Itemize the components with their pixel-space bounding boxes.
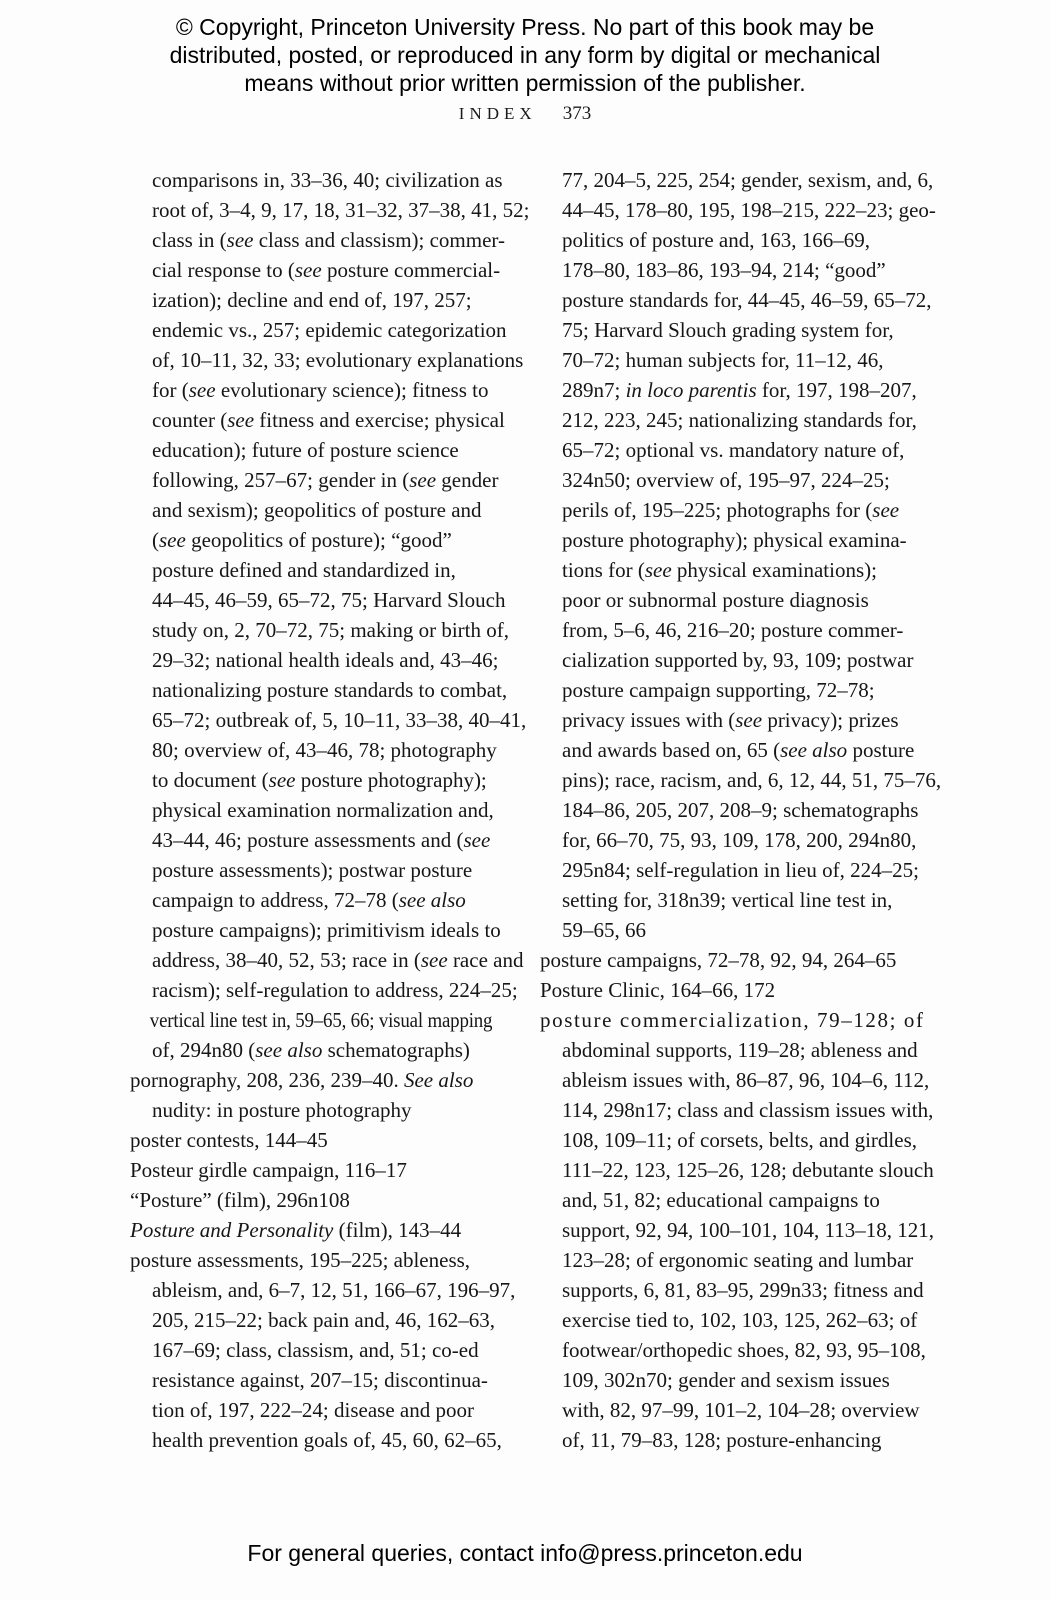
index-line-continuation: posture campaign supporting, 72–78; <box>562 678 875 702</box>
index-line-continuation: of, 294n80 (see also schematographs) <box>152 1038 470 1062</box>
index-line-continuation: campaign to address, 72–78 (see also <box>152 888 466 912</box>
index-line-continuation: nudity: in posture photography <box>152 1098 412 1122</box>
index-line-continuation: 212, 223, 245; nationalizing standards for, <box>562 408 917 432</box>
index-entry: posture campaigns, 72–78, 92, 94, 264–65 <box>540 948 897 972</box>
index-column-left <box>130 165 530 1455</box>
index-line-continuation: health prevention goals of, 45, 60, 62–65, <box>152 1428 502 1452</box>
index-line-continuation: 205, 215–22; back pain and, 46, 162–63, <box>152 1308 495 1332</box>
index-line-continuation: from, 5–6, 46, 216–20; posture commer- <box>562 618 904 642</box>
index-line-continuation: 29–32; national health ideals and, 43–46; <box>152 648 499 672</box>
index-line-continuation: cial response to (see posture commercial- <box>152 258 501 282</box>
index-line-continuation: posture defined and standardized in, <box>152 558 456 582</box>
index-line-continuation: 65–72; outbreak of, 5, 10–11, 33–38, 40–41, <box>152 708 527 732</box>
index-line-continuation: tions for (see physical examinations); <box>562 558 877 582</box>
copyright-notice <box>0 0 1050 97</box>
index-line-continuation: cialization supported by, 93, 109; postwar <box>562 648 914 672</box>
index-line-continuation: posture campaigns); primitivism ideals to <box>152 918 501 942</box>
index-body <box>130 165 942 1455</box>
index-line-continuation: for, 66–70, 75, 93, 109, 178, 200, 294n80, <box>562 828 917 852</box>
index-line-continuation: address, 38–40, 52, 53; race in (see race and <box>152 948 524 972</box>
copyright-line-1: © Copyright, Princeton University Press. No part of this book may be <box>175 14 875 40</box>
running-head-label: INDEX <box>458 104 537 123</box>
index-entry: posture assessments, 195–225; ableness, <box>130 1248 471 1272</box>
index-line-continuation: for (see evolutionary science); fitness to <box>152 378 489 402</box>
index-line-continuation: 44–45, 178–80, 195, 198–215, 222–23; geo- <box>562 198 936 222</box>
index-line-continuation: (see geopolitics of posture); “good” <box>152 528 452 552</box>
index-line-continuation: physical examination normalization and, <box>152 798 494 822</box>
index-line-continuation: comparisons in, 33–36, 40; civilization as <box>152 168 503 192</box>
index-line-continuation: tion of, 197, 222–24; disease and poor <box>152 1398 474 1422</box>
index-line-continuation: 289n7; in loco parentis for, 197, 198–207, <box>562 378 917 402</box>
index-line-continuation: counter (see fitness and exercise; physical <box>152 408 505 432</box>
index-line-continuation: 80; overview of, 43–46, 78; photography <box>152 738 497 762</box>
index-line-continuation: ableism issues with, 86–87, 96, 104–6, 112, <box>562 1068 930 1092</box>
index-line-continuation: 65–72; optional vs. mandatory nature of, <box>562 438 905 462</box>
index-line-continuation: 324n50; overview of, 195–97, 224–25; <box>562 468 890 492</box>
index-line-continuation: 295n84; self-regulation in lieu of, 224–25; <box>562 858 919 882</box>
index-line-continuation: resistance against, 207–15; discontinua- <box>152 1368 488 1392</box>
index-line-continuation: 111–22, 123, 125–26, 128; debutante slouch <box>562 1158 934 1182</box>
running-head-page-number: 373 <box>562 103 592 124</box>
index-line-continuation: 43–44, 46; posture assessments and (see <box>152 828 491 852</box>
index-line-continuation: with, 82, 97–99, 101–2, 104–28; overview <box>562 1398 920 1422</box>
index-line-continuation: ableism, and, 6–7, 12, 51, 166–67, 196–97, <box>152 1278 516 1302</box>
index-line-continuation: support, 92, 94, 100–101, 104, 113–18, 121, <box>562 1218 934 1242</box>
index-line-continuation: study on, 2, 70–72, 75; making or birth of, <box>152 618 509 642</box>
index-line-continuation: class in (see class and classism); commer- <box>152 228 505 252</box>
index-line-continuation: education); future of posture science <box>152 438 459 462</box>
index-line-continuation: pins); race, racism, and, 6, 12, 44, 51, 75–76, <box>562 768 942 792</box>
index-line-continuation: and awards based on, 65 (see also posture <box>562 738 915 762</box>
index-line-continuation: 75; Harvard Slouch grading system for, <box>562 318 894 342</box>
index-line-continuation: 59–65, 66 <box>562 918 646 942</box>
index-line-continuation: 114, 298n17; class and classism issues with, <box>562 1098 934 1122</box>
index-line-continuation: to document (see posture photography); <box>152 768 487 792</box>
index-line-continuation: perils of, 195–225; photographs for (see <box>562 498 900 522</box>
index-line-continuation: and, 51, 82; educational campaigns to <box>562 1188 880 1212</box>
index-line-continuation: 44–45, 46–59, 65–72, 75; Harvard Slouch <box>152 588 506 612</box>
page-footer <box>0 1540 1050 1567</box>
index-line-continuation: 178–80, 183–86, 193–94, 214; “good” <box>562 258 886 282</box>
index-line-continuation: of, 11, 79–83, 128; posture-enhancing <box>562 1428 882 1452</box>
index-line-continuation: endemic vs., 257; epidemic categorization <box>152 318 507 342</box>
index-line-continuation: and sexism); geopolitics of posture and <box>152 498 482 522</box>
index-entry: Posture Clinic, 164–66, 172 <box>540 978 776 1002</box>
index-line-continuation: 108, 109–11; of corsets, belts, and girdles, <box>562 1128 918 1152</box>
copyright-line-2: distributed, posted, or reproduced in any form by digital or mechanical <box>169 42 881 68</box>
index-entry: posture commercialization, 79–128; of <box>540 1008 925 1032</box>
index-line-continuation: posture standards for, 44–45, 46–59, 65–72, <box>562 288 932 312</box>
index-entry: pornography, 208, 236, 239–40. See also <box>130 1068 474 1092</box>
index-line-continuation: 123–28; of ergonomic seating and lumbar <box>562 1248 914 1272</box>
index-line-continuation: posture assessments); postwar posture <box>152 858 473 882</box>
index-line-continuation: politics of posture and, 163, 166–69, <box>562 228 870 252</box>
index-entry: Posture and Personality (film), 143–44 <box>130 1218 462 1242</box>
index-line-continuation: nationalizing posture standards to combat, <box>152 678 508 702</box>
index-line-continuation: setting for, 318n39; vertical line test in, <box>562 888 893 912</box>
index-line-continuation: abdominal supports, 119–28; ableness and <box>562 1038 918 1062</box>
index-line-continuation: 109, 302n70; gender and sexism issues <box>562 1368 890 1392</box>
index-line-continuation: root of, 3–4, 9, 17, 18, 31–32, 37–38, 41, 52; <box>152 198 530 222</box>
index-entry: Posteur girdle campaign, 116–17 <box>130 1158 407 1182</box>
index-entry: poster contests, 144–45 <box>130 1128 328 1152</box>
index-line-continuation: 184–86, 205, 207, 208–9; schematographs <box>562 798 919 822</box>
index-line-continuation: footwear/orthopedic shoes, 82, 93, 95–108, <box>562 1338 926 1362</box>
index-line-continuation: following, 257–67; gender in (see gender <box>152 468 499 492</box>
index-line-continuation: 70–72; human subjects for, 11–12, 46, <box>562 348 884 372</box>
index-line-continuation: privacy issues with (see privacy); prizes <box>562 708 899 732</box>
index-line-continuation: ization); decline and end of, 197, 257; <box>152 288 472 312</box>
footer-contact-line: For general queries, contact info@press.princeton.edu <box>247 1540 803 1566</box>
index-line-continuation: 167–69; class, classism, and, 51; co-ed <box>152 1338 479 1362</box>
index-line-continuation: vertical line test in, 59–65, 66; visual mapping <box>149 1008 493 1032</box>
index-line-continuation: exercise tied to, 102, 103, 125, 262–63; of <box>562 1308 918 1332</box>
index-line-continuation: posture photography); physical examina- <box>562 528 907 552</box>
index-entry: “Posture” (film), 296n108 <box>130 1188 350 1212</box>
index-line-continuation: racism); self-regulation to address, 224–25; <box>152 978 518 1002</box>
index-line-continuation: supports, 6, 81, 83–95, 299n33; fitness and <box>562 1278 924 1302</box>
index-line-continuation: 77, 204–5, 225, 254; gender, sexism, and, 6, <box>562 168 934 192</box>
index-line-continuation: poor or subnormal posture diagnosis <box>562 588 869 612</box>
copyright-line-3: means without prior written permission of the publisher. <box>244 70 806 96</box>
index-column-right <box>540 165 942 1455</box>
running-head <box>0 103 1050 125</box>
index-line-continuation: of, 10–11, 32, 33; evolutionary explanations <box>152 348 524 372</box>
